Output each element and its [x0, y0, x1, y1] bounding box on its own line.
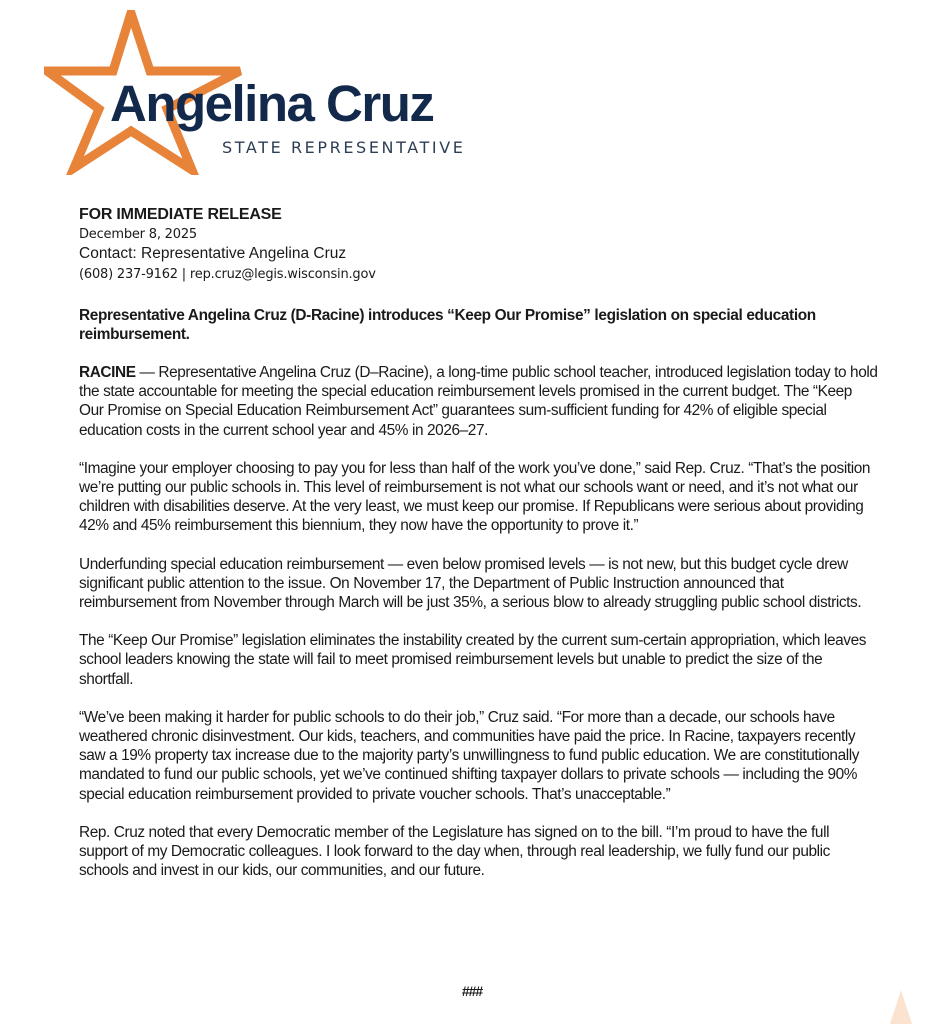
logo: [44, 10, 484, 175]
paragraph-legislation: The “Keep Our Promise” legislation eliminates the instability created by the current sum-certain appropriation, which leaves school leaders knowing the state will fail to meet promised reimbursement levels but unable to predict the size of the shortfall.: [79, 632, 867, 688]
phone-email-line: (608) 237-9162 | rep.cruz@legis.wisconsin.gov: [79, 267, 376, 282]
paragraph-text: — Representative Angelina Cruz (D–Racine), a long-time public school teacher, introduced legislation today to hold the state accountable for meeting the special education reimbursement levels promised in the current budget. The “Keep Our Promise on Special Education Reimbursement Act” guarantees sum-sufficient funding for 42% of eligible special education costs in the current school year and 45% in 2026–27.: [79, 364, 878, 439]
release-label: FOR IMMEDIATE RELEASE: [79, 206, 282, 223]
paragraph-cruz-quote: “We’ve been making it harder for public schools to do their job,” Cruz said. “For more than a decade, our schools have weathered chronic disinvestment. Our kids, teachers, and communities have paid the price. In Racine, taxpayers recently saw a 19% property tax increase due to the majority party’s unwillingness to fund public education. We are constitutionally mandated to fund our public schools, yet we’ve continued shifting taxpayer dollars to private schools — including the 90% special education reimbursement provided to private voucher schools. That’s unacceptable.”: [79, 708, 860, 803]
release-header: [79, 205, 376, 285]
headline: Representative Angelina Cruz (D-Racine) introduces “Keep Our Promise” legislation on special education reimbursement.: [79, 307, 816, 343]
release-date: December 8, 2025: [79, 227, 197, 242]
contact-line: Contact: Representative Angelina Cruz: [79, 245, 347, 262]
paragraph-quote: “Imagine your employer choosing to pay you for less than half of the work you’ve done,” said Rep. Cruz. “That’s the position we’re putting our public schools in. This level of reimbursement is not what our schools want or need, and it’s not what our children with disabilities deserve. At the very least, we must keep our promise. If Republicans were serious about providing 42% and 45% reimbursement this biennium, they now have the opportunity to prove it.”: [79, 459, 871, 535]
watermark-star-icon: [884, 990, 944, 1024]
paragraph-underfunding: Underfunding special education reimbursement — even below promised levels — is not new, but this budget cycle drew significant public attention to the issue. On November 17, the Department of Public Instruction announced that reimbursement from November through March will be just 35%, a serious blow to already struggling public school districts.: [79, 555, 862, 612]
dateline: RACINE: [79, 364, 136, 381]
press-release-body: [79, 306, 879, 880]
end-mark: ###: [461, 983, 483, 999]
paragraph-support: Rep. Cruz noted that every Democratic member of the Legislature has signed on to the bill. “I’m proud to have the full support of my Democratic colleagues. I look forward to the day when, through real leadership, we fully fund our public schools and invest in our kids, our communities, and our future.: [79, 823, 830, 880]
logo-subtitle: STATE REPRESENTATIVE: [222, 138, 466, 157]
logo-name: Angelina Cruz: [110, 75, 434, 132]
paragraph-intro: [79, 363, 879, 440]
